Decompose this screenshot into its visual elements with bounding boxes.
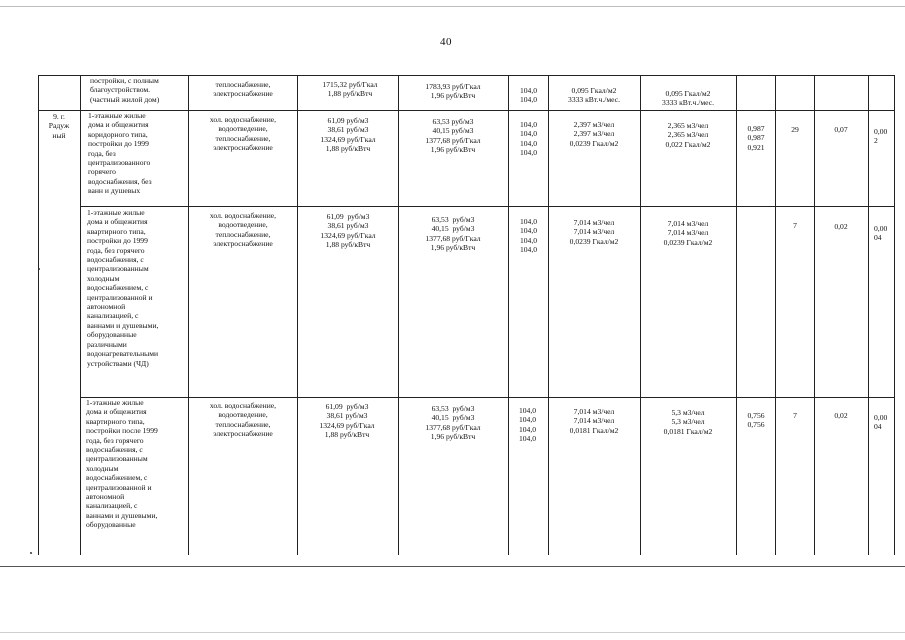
column-divider [38, 75, 39, 555]
cell-share: 0,02 [834, 411, 848, 420]
cell-norm-1: 2,397 м3/чел 2,397 м3/чел 0,0239 Гкал/м2 [569, 120, 619, 148]
cell-share: 0,02 [834, 222, 848, 231]
page-number: 40 [440, 36, 452, 48]
scan-speck [30, 552, 32, 554]
cell-coef: 0,756 0,756 [747, 411, 765, 430]
column-divider [80, 75, 81, 555]
cell-tariff-2: 63,53 руб/м3 40,15 руб/м3 1377,68 руб/Гкал 1,96 руб/кВтч [425, 215, 481, 253]
scan-speck [38, 268, 40, 270]
cell-norm-2: 5,3 м3/чел 5,3 м3/чел 0,0181 Гкал/м2 [663, 408, 713, 436]
cell-services: хол. водоснабжение, водоотведение, теплоснабжение, электроснабжение [209, 211, 277, 249]
cell-tariff-2: 63,53 руб/м3 40,15 руб/м3 1377,68 руб/Гкал 1,96 руб/кВтч [425, 404, 481, 442]
cell-number: 9. г. Радуж ный [48, 112, 70, 140]
cell-description: 1-этажные жилые дома и общежития коридорного типа, постройки до 1999 года, без централизованного горячего водоснабжения, без ванн и душевых [88, 111, 152, 196]
row-divider [38, 110, 894, 111]
cell-services: хол. водоснабжение, водоотведение, теплоснабжение, электроснабжение [209, 115, 277, 153]
cell-norm-1: 0,095 Гкал/м2 3333 кВт.ч./мес. [568, 86, 620, 105]
column-divider [894, 75, 895, 555]
cell-services: теплоснабжение, электроснабжение [213, 80, 273, 99]
cell-count: 29 [791, 125, 799, 134]
cell-share-2: 0,00 04 [874, 224, 888, 243]
cell-norm-2: 7,014 м3/чел 7,014 м3/чел 0,0239 Гкал/м2 [663, 219, 713, 247]
scan-bottom-edge-2 [0, 632, 905, 633]
cell-norm-2: 0,095 Гкал/м2 3333 кВт.ч./мес. [662, 89, 714, 108]
cell-norm-2: 2,365 м3/чел 2,365 м3/чел 0,022 Гкал/м2 [665, 121, 711, 149]
cell-tariff-1: 61,09 руб/м3 38,61 руб/м3 1324,69 руб/Гкал 1,88 руб/кВтч [320, 116, 376, 154]
cell-count: 7 [793, 411, 797, 420]
scan-bottom-edge [0, 566, 905, 567]
row-divider [80, 206, 894, 207]
cell-tariff-1: 1715,32 руб/Гкал 1,88 руб/кВтч [322, 80, 378, 99]
cell-norm-1: 7,014 м3/чел 7,014 м3/чел 0,0239 Гкал/м2 [569, 218, 619, 246]
column-divider [868, 75, 869, 555]
cell-tariff-1: 61,09 руб/м3 38,61 руб/м3 1324,69 руб/Гкал 1,88 руб/кВтч [319, 402, 375, 440]
cell-services: хол. водоснабжение, водоотведение, теплоснабжение, электроснабжение [209, 401, 277, 439]
cell-description: 1-этажные жилые дома и общежития квартирного типа, постройки после 1999 года, без горячего водоснабжения, с централизованным холодным водоснабжением, с централизованной и автономной канализацией, с ваннами и душевыми, оборудованные [86, 398, 158, 530]
cell-norm-1: 7,014 м3/чел 7,014 м3/чел 0,0181 Гкал/м2 [569, 407, 619, 435]
cell-count: 7 [793, 221, 797, 230]
cell-index: 104,0 104,0 104,0 104,0 [518, 406, 537, 444]
cell-index: 104,0 104,0 104,0 104,0 [519, 120, 538, 158]
cell-description: 1-этажные жилые дома и общежития квартирного типа, постройки до 1999 года, без горячего водоснабжения, с централизованным холодным водоснабжением, с централизованной и автономной канализацией, с ваннами и душевыми, оборудованные различными водонагревательными устройствами (ЧД) [87, 208, 159, 368]
cell-share-2: 0,00 2 [874, 127, 888, 146]
cell-index: 104,0 104,0 [519, 86, 538, 105]
cell-description: постройки, с полным благоустройством. (частный жилой дом) [90, 76, 160, 104]
cell-share: 0,07 [834, 125, 848, 134]
cell-tariff-1: 61,09 руб/м3 38,61 руб/м3 1324,69 руб/Гкал 1,88 руб/кВтч [320, 212, 376, 250]
column-divider [814, 75, 815, 555]
cell-coef: 0,987 0,987 0,921 [747, 124, 765, 152]
cell-index: 104,0 104,0 104,0 104,0 [519, 217, 538, 255]
cell-tariff-2: 63,53 руб/м3 40,15 руб/м3 1377,68 руб/Гкал 1,96 руб/кВтч [425, 117, 481, 155]
scan-top-edge [0, 6, 905, 7]
cell-share-2: 0,00 04 [874, 413, 888, 432]
table-border-top [38, 75, 894, 76]
row-divider [80, 397, 894, 398]
cell-tariff-2: 1783,93 руб/Гкал 1,96 руб/кВтч [425, 82, 481, 101]
